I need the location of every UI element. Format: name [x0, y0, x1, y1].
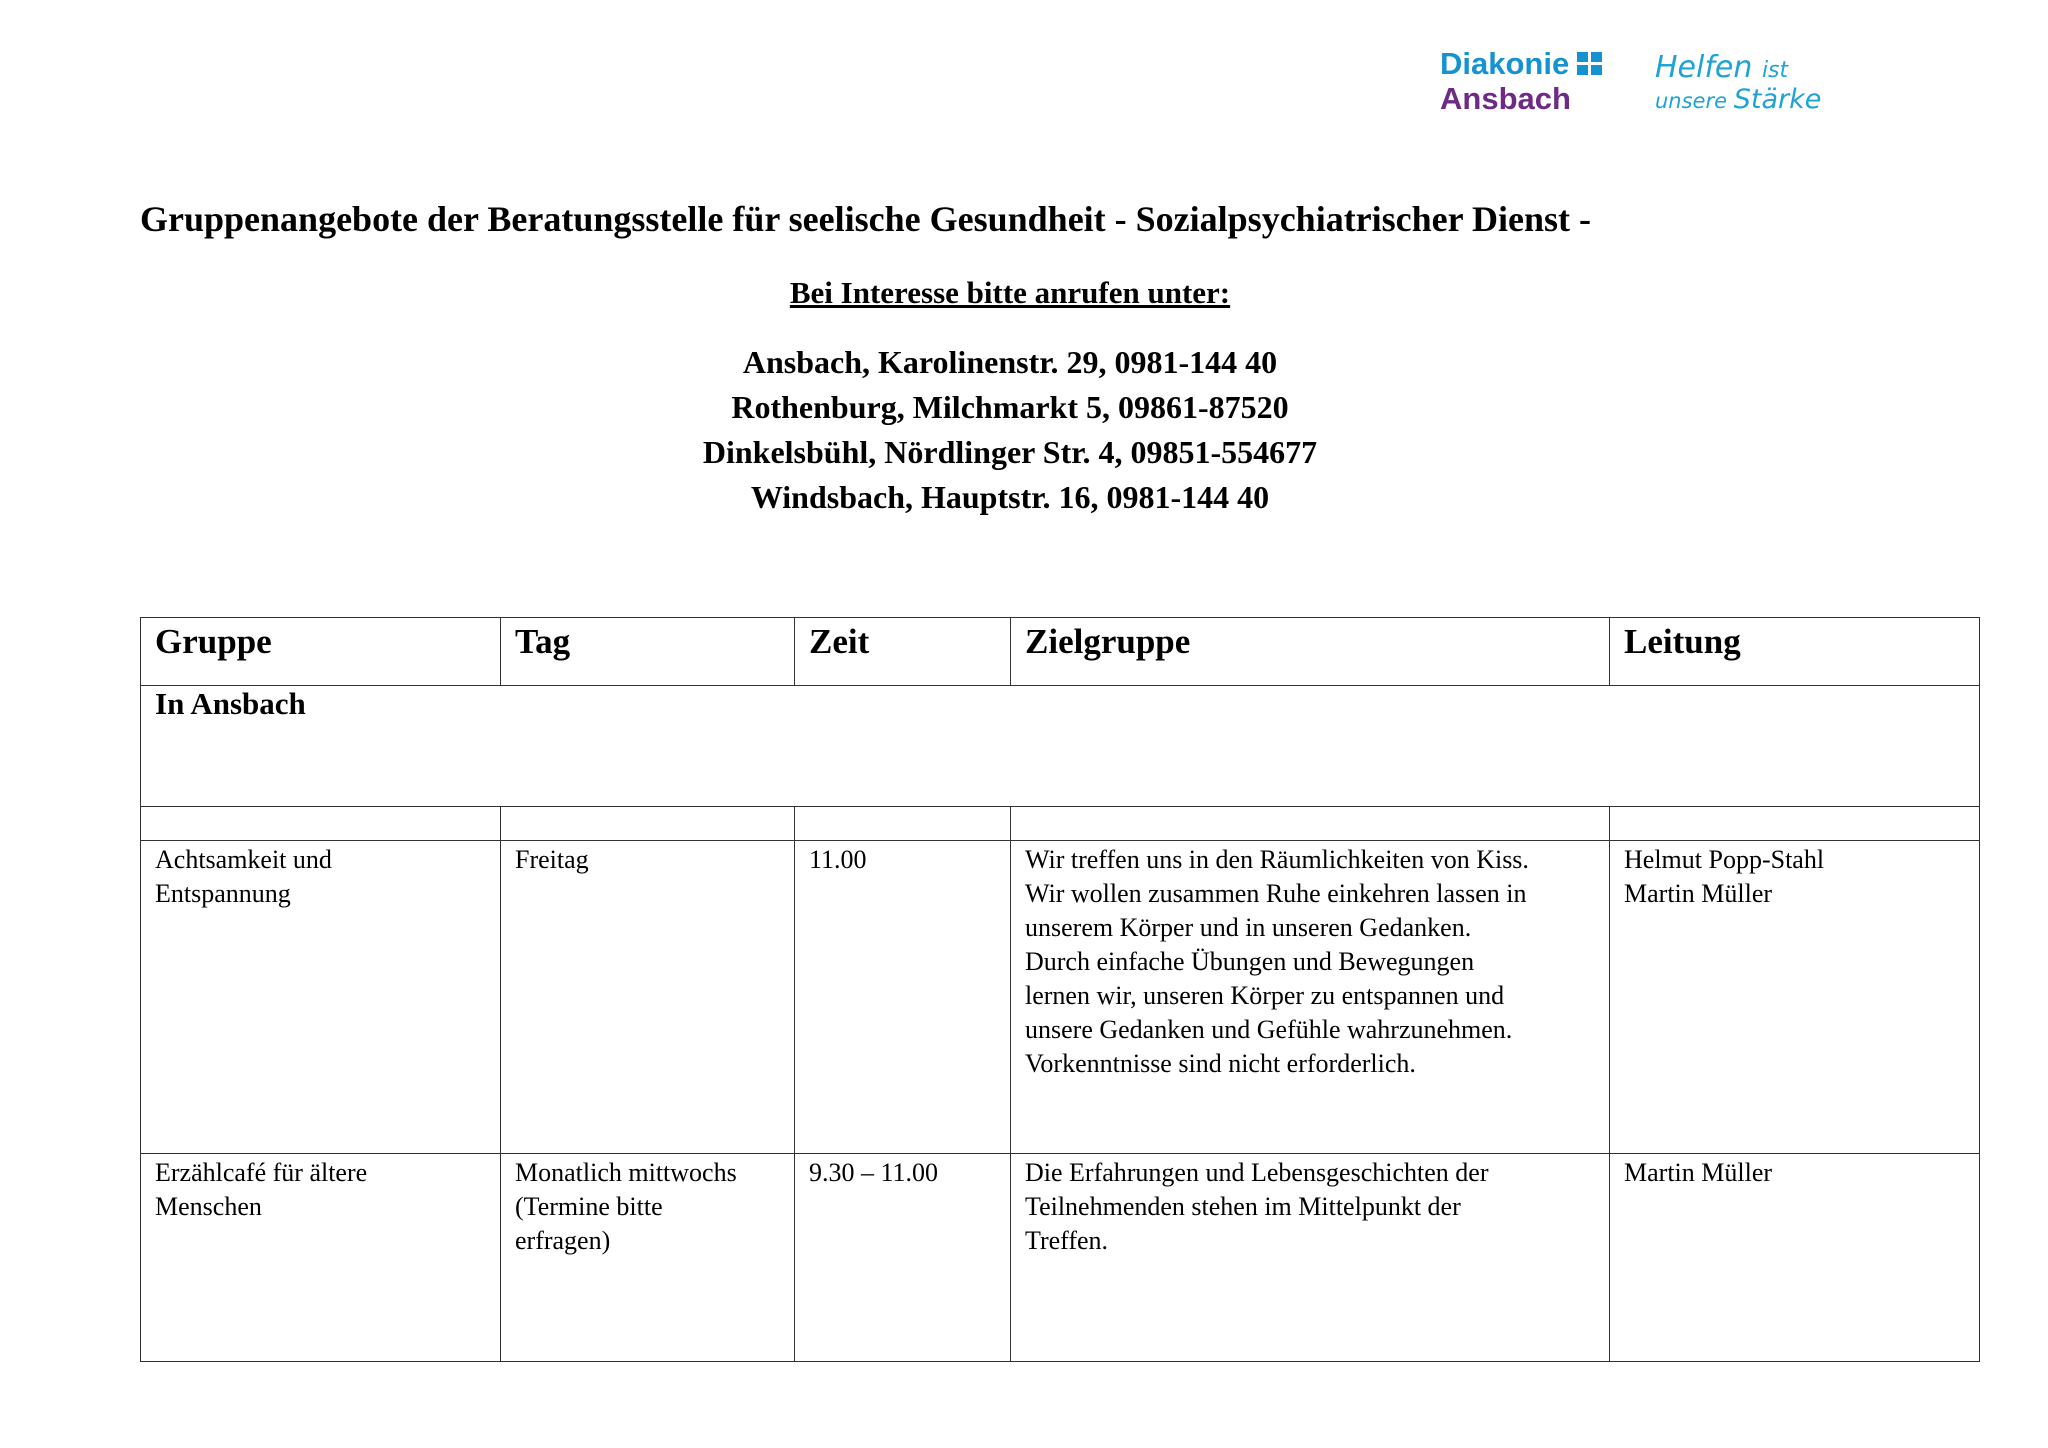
text-line: Freitag [515, 845, 589, 874]
slogan-word-3: unsere [1655, 89, 1728, 113]
text-line: Martin Müller [1624, 1158, 1773, 1187]
cell-leitung [1610, 1154, 1980, 1362]
slogan-word-2: ist [1761, 58, 1789, 83]
empty-cell [1610, 807, 1980, 841]
address-list [0, 340, 2020, 520]
text-line: Teilnehmenden stehen im Mittelpunkt der [1025, 1192, 1461, 1221]
address-dinkelsbuehl: Dinkelsbühl, Nördlinger Str. 4, 09851-554677 [702, 434, 1318, 470]
text-line: Achtsamkeit und [155, 845, 332, 874]
text-line: Wir wollen zusammen Ruhe einkehren lassen in [1025, 879, 1527, 908]
header-gruppe: Gruppe [141, 618, 501, 686]
table-header-row [141, 618, 1980, 686]
text-line: Vorkenntnisse sind nicht erforderlich. [1025, 1049, 1416, 1078]
text-line: lernen wir, unseren Körper zu entspannen und [1025, 981, 1505, 1010]
cell-zielgruppe [1011, 841, 1610, 1154]
cell-gruppe [141, 841, 501, 1154]
address-windsbach: Windsbach, Hauptstr. 16, 0981-144 40 [750, 479, 1270, 515]
text-line: Wir treffen uns in den Räumlichkeiten von Kiss. [1025, 845, 1529, 874]
header-leitung: Leitung [1610, 618, 1980, 686]
cell-tag [501, 841, 795, 1154]
cell-zielgruppe [1011, 1154, 1610, 1362]
contact-heading: Bei Interesse bitte anrufen unter: [789, 275, 1231, 310]
text-line: Treffen. [1025, 1226, 1109, 1255]
text-line: unsere Gedanken und Gefühle wahrzunehmen. [1025, 1015, 1513, 1044]
text-line: erfragen) [515, 1226, 611, 1255]
table-row [141, 841, 1980, 1154]
logo-name-line2: Ansbach [1440, 81, 1571, 116]
header-zielgruppe: Zielgruppe [1011, 618, 1610, 686]
groups-table [140, 617, 1980, 1362]
logo-name-line1: Diakonie [1440, 46, 1570, 81]
spacer-row [141, 807, 1980, 841]
header-tag: Tag [501, 618, 795, 686]
text-line: Helmut Popp-Stahl [1624, 845, 1825, 874]
diakonie-cross-icon [1577, 52, 1603, 76]
page-title: Gruppenangebote der Beratungsstelle für seelische Gesundheit - Sozialpsychiatrischer Dienst - [140, 199, 1591, 239]
empty-cell [141, 807, 501, 841]
text-line: Martin Müller [1624, 879, 1773, 908]
address-rothenburg: Rothenburg, Milchmarkt 5, 09861-87520 [731, 389, 1289, 425]
cell-gruppe [141, 1154, 501, 1362]
empty-cell [1011, 807, 1610, 841]
header-zeit: Zeit [795, 618, 1011, 686]
cell-zeit: 11.00 [795, 841, 1011, 1154]
section-row [141, 686, 1980, 807]
cell-zeit: 9.30 – 11.00 [795, 1154, 1011, 1362]
slogan-word-4: Stärke [1733, 84, 1822, 115]
cell-leitung [1610, 841, 1980, 1154]
logo-slogan [1655, 52, 1821, 114]
text-line: unserem Körper und in unseren Gedanken. [1025, 913, 1472, 942]
diakonie-logo [1440, 46, 1840, 126]
text-line: Durch einfache Übungen und Bewegungen [1025, 947, 1475, 976]
text-line: Erzählcafé für ältere [155, 1158, 368, 1187]
section-title: In Ansbach [141, 686, 1980, 807]
text-line: Die Erfahrungen und Lebensgeschichten der [1025, 1158, 1489, 1187]
cell-tag [501, 1154, 795, 1362]
text-line: (Termine bitte [515, 1192, 663, 1221]
slogan-word-1: Helfen [1655, 50, 1753, 85]
text-line: Menschen [155, 1192, 262, 1221]
empty-cell [501, 807, 795, 841]
empty-cell [795, 807, 1011, 841]
table-row [141, 1154, 1980, 1362]
logo-wordmark [1440, 46, 1603, 116]
text-line: Monatlich mittwochs [515, 1158, 737, 1187]
address-ansbach: Ansbach, Karolinenstr. 29, 0981-144 40 [742, 344, 1278, 380]
text-line: Entspannung [155, 879, 291, 908]
